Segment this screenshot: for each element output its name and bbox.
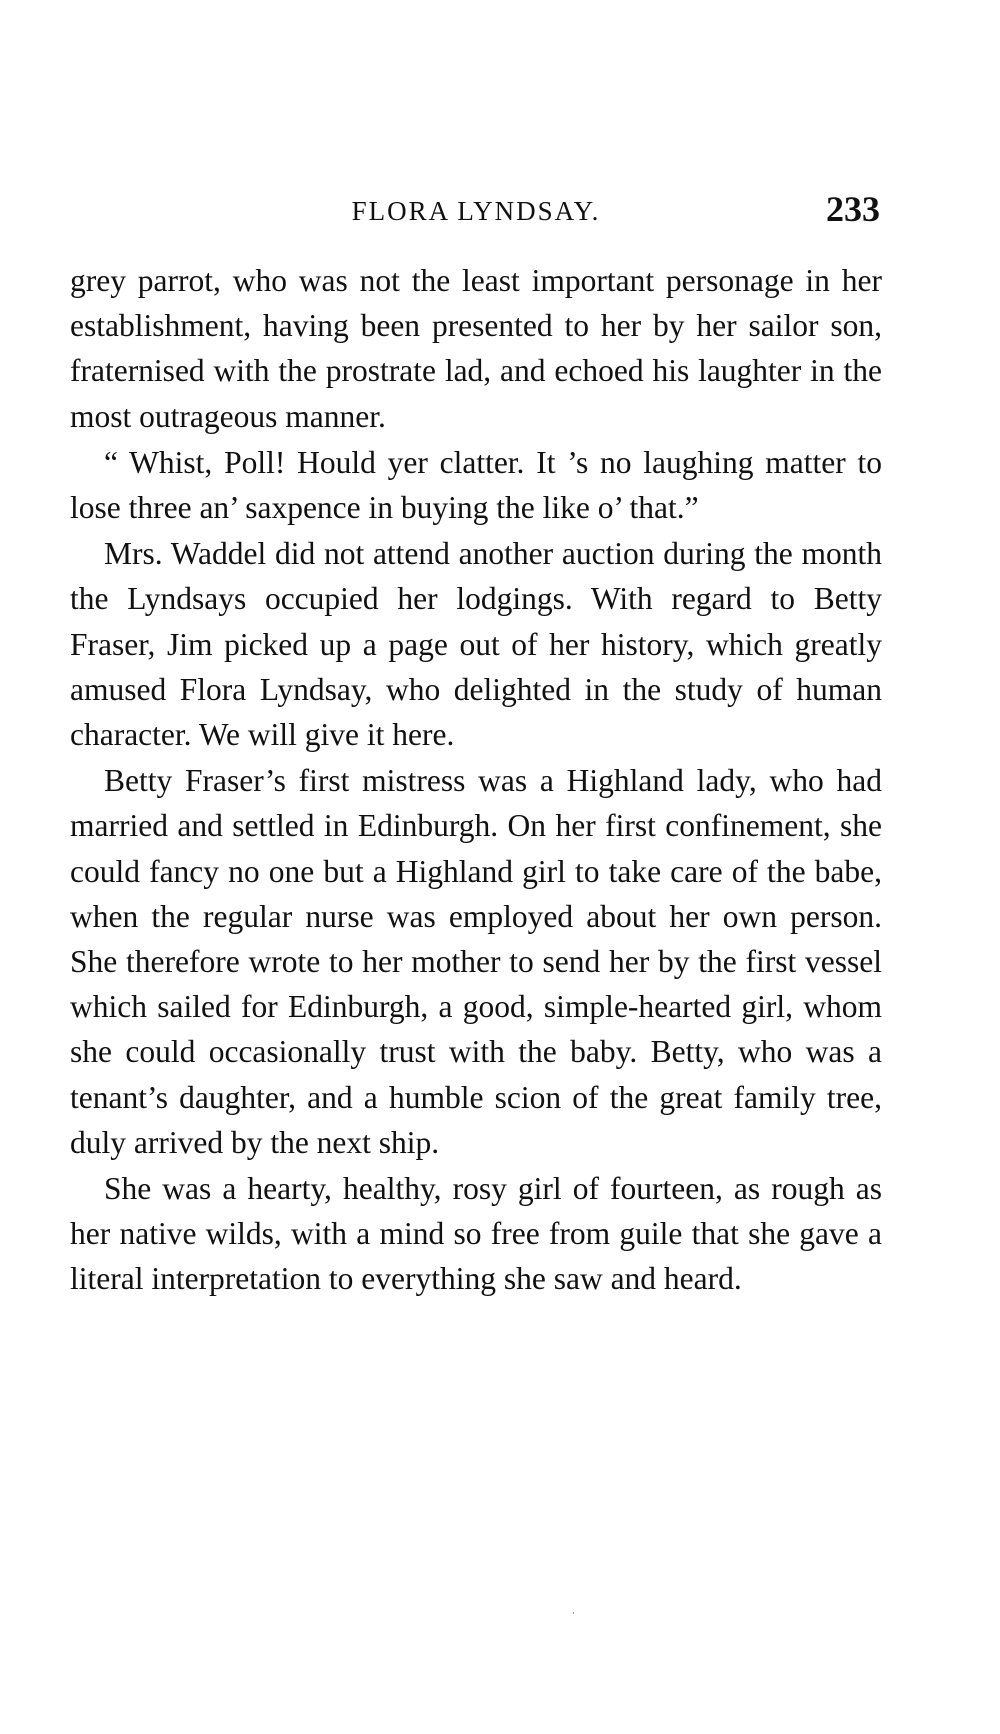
running-head [72,188,880,238]
page-number: 233 [826,189,880,229]
paragraph-dialogue: “ Whist, Poll! Hould yer clatter. It ’s no laughing matter to lose three an’ saxpence in buying the like o’ that.” [70,444,882,526]
body-text [70,258,882,1302]
paragraph-continued: grey parrot, who was not the least important personage in her establishment, having been presented to her by her sailor son, fraternised with the prostrate lad, and echoed his laughter in the most outrageous manner. [70,263,882,434]
paragraph-betty-description: She was a hearty, healthy, rosy girl of fourteen, as rough as her native wilds, with a mind so free from guile that she gave a literal interpretation to everything she saw and heard. [70,1171,882,1297]
paragraph-waddel: Mrs. Waddel did not attend another auction during the month the Lyndsays occupied her lodgings. With regard to Betty Fraser, Jim picked up a page out of her history, which greatly amused Flora Lyndsay, who delighted in the study of human character. We will give it here. [70,536,882,753]
paragraph-betty-history: Betty Fraser’s first mistress was a Highland lady, who had married and settled in Edinburgh. On her first confinement, she could fancy no one but a Highland girl to take care of the babe, when the regular nurse was employed about her own person. She therefore wrote to her mother to send her by the first vessel which sailed for Edinburgh, a good, simple-hearted girl, whom she could occasionally trust with the baby. Betty, who was a tenant’s daughter, and a humble scion of the great family tree, duly arrived by the next ship. [70,763,882,1160]
paper-speck [573,1612,574,1614]
running-title: FLORA LYNDSAY. [351,196,601,226]
